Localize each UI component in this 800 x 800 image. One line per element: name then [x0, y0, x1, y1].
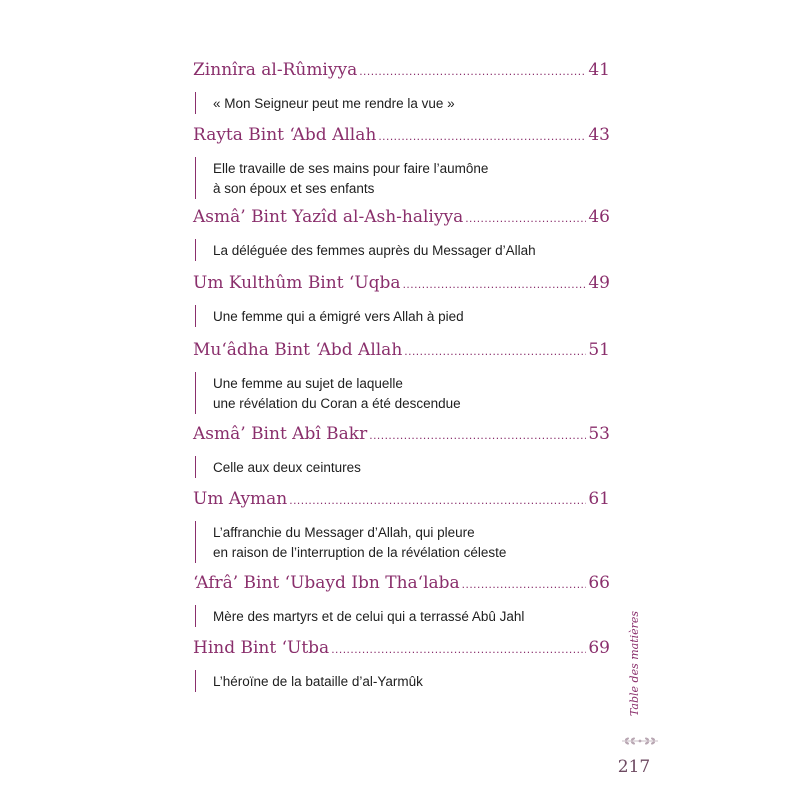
toc-entry [193, 125, 610, 199]
dot-leader [369, 428, 586, 442]
page-number: 217 [617, 757, 651, 777]
toc-entry-description [195, 239, 610, 261]
description-line: Mère des martyrs et de celui qui a terrassé Abû Jahl [213, 609, 525, 624]
toc-entry [193, 638, 610, 692]
dot-leader [403, 277, 587, 291]
toc-entry-title: Mu‘âdha Bint ‘Abd Allah [193, 340, 403, 360]
toc-entry [193, 273, 610, 327]
toc-entry-description [195, 670, 610, 692]
toc-entry-page: 53 [588, 424, 610, 444]
toc-entry [193, 489, 610, 563]
description-line: L’affranchie du Messager d’Allah, qui pleure [213, 525, 475, 540]
description-line: Celle aux deux ceintures [213, 460, 361, 475]
dot-leader [359, 64, 586, 78]
running-section-title [621, 606, 649, 720]
toc-entry [193, 207, 610, 261]
toc-entry-title: Hind Bint ‘Utba [193, 638, 330, 658]
toc-entry-description [195, 305, 610, 327]
description-line: Elle travaille de ses mains pour faire l’aumône [213, 161, 489, 176]
toc-entry-title: ‘Afrâ’ Bint ‘Ubayd Ibn Tha‘laba [193, 573, 460, 593]
toc-entry-heading [193, 60, 610, 86]
dot-leader [378, 129, 586, 143]
dot-leader [289, 493, 586, 507]
description-line: L’héroïne de la bataille d’al-Yarmûk [213, 674, 423, 689]
toc-entry-heading [193, 125, 610, 151]
toc-entry [193, 60, 610, 114]
toc-entry-title: Asmâ’ Bint Yazîd al-Ash-haliyya [193, 207, 464, 227]
toc-entry-page: 61 [588, 489, 610, 509]
description-line: Une femme qui a émigré vers Allah à pied [213, 309, 464, 324]
description-line: La déléguée des femmes auprès du Messager d’Allah [213, 243, 536, 258]
description-line: « Mon Seigneur peut me rendre la vue » [213, 96, 455, 111]
toc-entry-description [195, 92, 610, 114]
toc-entry-page: 51 [588, 340, 610, 360]
toc-entry-heading [193, 340, 610, 366]
toc-entry-title: Um Ayman [193, 489, 288, 509]
description-line: une révélation du Coran a été descendue [213, 396, 461, 411]
toc-entry-page: 41 [588, 60, 610, 80]
toc-entry-title: Zinnîra al-Rûmiyya [193, 60, 358, 80]
toc-entry-title: Rayta Bint ‘Abd Allah [193, 125, 377, 145]
description-line: Une femme au sujet de laquelle [213, 376, 403, 391]
dot-leader [404, 344, 586, 358]
toc-entry-title: Asmâ’ Bint Abî Bakr [193, 424, 368, 444]
toc-entry-page: 46 [588, 207, 610, 227]
toc-entry [193, 573, 610, 627]
toc-entry-heading [193, 638, 610, 664]
dot-leader [465, 211, 586, 225]
toc-entry-title: Um Kulthûm Bint ‘Uqba [193, 273, 401, 293]
description-line: en raison de l’interruption de la révélation céleste [213, 545, 507, 560]
toc-entry-page: 69 [588, 638, 610, 658]
toc-entry-description [195, 521, 610, 563]
toc-entry [193, 424, 610, 478]
toc-entry-heading [193, 207, 610, 233]
dot-leader [331, 642, 586, 656]
toc-entry-description [195, 372, 610, 414]
dot-leader [462, 577, 587, 591]
toc-entry-page: 49 [588, 273, 610, 293]
toc-entry-heading [193, 424, 610, 450]
toc-entry-page: 66 [588, 573, 610, 593]
toc-entry-description [195, 456, 610, 478]
toc-entry [193, 340, 610, 414]
toc-entry-heading [193, 573, 610, 599]
toc-entry-description [195, 157, 610, 199]
toc-entry-heading [193, 489, 610, 515]
toc-entry-heading [193, 273, 610, 299]
toc-entry-description [195, 605, 610, 627]
description-line: à son époux et ses enfants [213, 181, 375, 196]
toc-entry-page: 43 [588, 125, 610, 145]
running-section-title-text: Table des matières [628, 610, 642, 716]
laurel-ornament-icon [618, 734, 662, 748]
